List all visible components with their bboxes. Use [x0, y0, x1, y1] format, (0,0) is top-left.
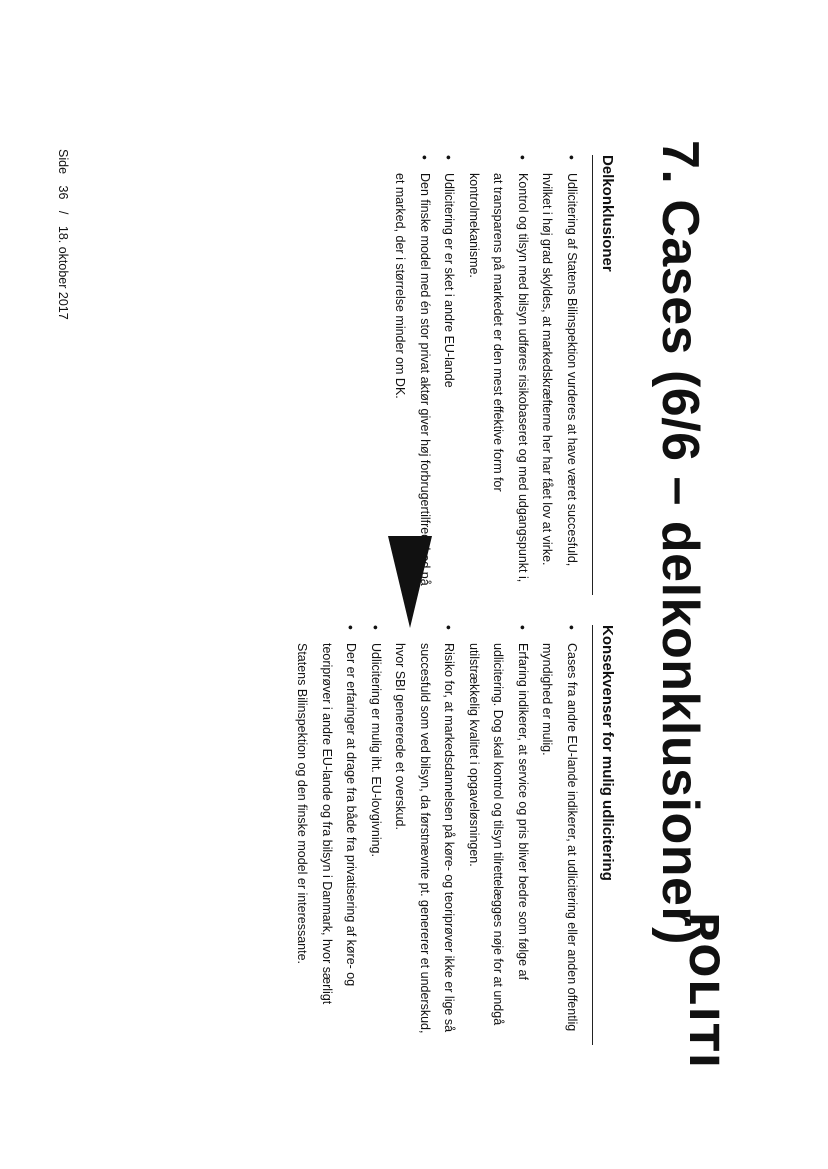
bullet-icon: • — [564, 625, 580, 630]
list-item — [388, 625, 462, 1045]
bullet-text: Udlicitering er er sket i andre EU-lande — [442, 173, 457, 388]
slide-title: 7. Cases (6/6 – delkonklusioner) — [651, 140, 709, 945]
bullet-icon: • — [343, 625, 360, 630]
bullet-icon: • — [515, 625, 531, 630]
bullet-icon: • — [441, 625, 458, 630]
left-column — [388, 155, 616, 595]
left-column-heading: Delkonklusioner — [592, 155, 616, 595]
arrow-right-icon — [388, 536, 432, 628]
bullet-icon: • — [515, 155, 531, 160]
bullet-text: Kontrol og tilsyn med bilsyn udføres risikobaseret og med udgangspunkt i, at transparens på markedet er den mest effektive form for kontrolmekanisme. — [467, 173, 530, 583]
list-item — [437, 155, 462, 595]
list-item — [388, 155, 437, 595]
bullet-icon: • — [441, 155, 458, 160]
bullet-text: Cases fra andre EU-lande indikerer, at udlicitering eller anden offentlig myndighed er mulig. — [540, 643, 579, 1032]
bullet-icon: • — [368, 625, 384, 630]
bullet-text: Udlicitering er mulig iht. EU-lovgivning. — [369, 643, 383, 857]
left-bullet-list — [388, 155, 584, 595]
bullet-text: Erfaring indikerer, at service og pris bliver bedre som følge af udlicitering. Dog skal kontrol og tilsyn tilrettelægges nøje for at undgå utilstrækkelig kvalitet i opgaveløsningen. — [467, 643, 530, 1026]
bullet-icon: • — [564, 155, 580, 160]
bullet-text: Udlicitering af Statens Bilinspektion vurderes at have været succesfuld, hvilket i høj grad skyldes, at markedskræfterne her har fået lov at virke. — [540, 173, 579, 567]
right-column-heading: Konsekvenser for mulig udlicitering — [592, 625, 616, 1045]
footer-page-number: 36 — [56, 185, 70, 200]
bullet-text: Der er erfaringer at drage fra både fra privatisering af køre- og teoriprøver i andre EU-lande og fra bilsyn i Danmark, hvor særligt Statens Bilinspektion og den finske model er interessante. — [295, 643, 359, 1005]
list-item — [364, 625, 389, 1045]
list-item — [290, 625, 364, 1045]
politi-logo: POLITI — [680, 912, 726, 1070]
list-item — [535, 155, 584, 595]
list-item — [462, 625, 536, 1045]
right-column — [290, 625, 616, 1045]
page-footer — [56, 145, 70, 324]
footer-separator: / — [56, 210, 70, 215]
right-bullet-list — [290, 625, 584, 1045]
footer-page-label: Side — [56, 149, 70, 175]
bullet-icon: • — [417, 155, 433, 160]
bullet-text: Den finske model med én stor privat aktør giver høj forbrugertilfredshed på et marked, der i størrelse minder om DK. — [393, 173, 432, 586]
list-item — [535, 625, 584, 1045]
list-item — [462, 155, 536, 595]
bullet-text: Risiko for, at markedsdannelsen på køre- og teoriprøver ikke er lige så succesfuld som ved bilsyn, da førstnævnte pt. genererer et underskud, hvor SBI genererede et overskud. — [393, 643, 457, 1034]
footer-date: 18. oktober 2017 — [56, 225, 70, 320]
